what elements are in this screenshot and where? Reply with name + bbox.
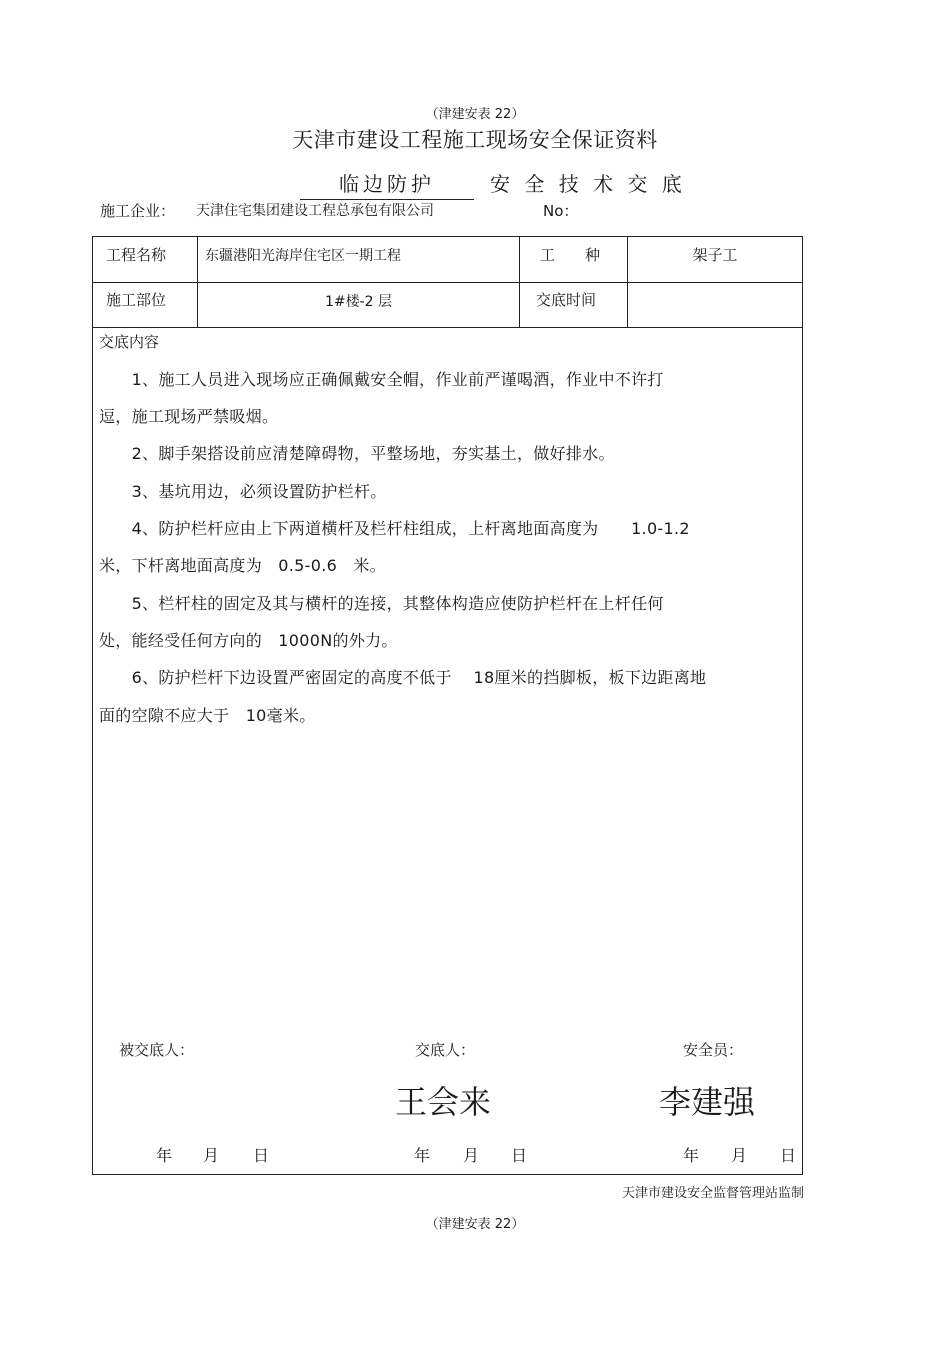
location-label: 施工部位 <box>106 291 167 309</box>
date-day: 日 <box>511 1146 528 1165</box>
content-line: 6、防护栏杆下边设置严密固定的高度不低于 18厘米的挡脚板，板下边距离地 <box>99 668 707 687</box>
date-month: 月 <box>203 1146 220 1165</box>
row-divider <box>93 327 802 328</box>
date-year: 年 <box>414 1146 431 1165</box>
column-divider <box>519 237 520 327</box>
document-title: 天津市建设工程施工现场安全保证资料 <box>292 128 658 152</box>
trade-value: 架子工 <box>692 246 738 264</box>
company-value: 天津住宅集团建设工程总承包有限公司 <box>196 203 434 219</box>
content-line: 处，能经受任何方向的 1000N的外力。 <box>99 631 398 650</box>
form-code: （津建安表 22） <box>425 107 525 122</box>
receiver-label: 被交底人： <box>119 1041 195 1059</box>
form-code-bottom: （津建安表 22） <box>425 1217 525 1232</box>
safety-officer-signature: 李建强 <box>659 1083 756 1121</box>
content-line: 2、脚手架搭设前应清楚障碍物，平整场地，夯实基土，做好排水。 <box>99 444 615 463</box>
project-name-value: 东疆港阳光海岸住宅区一期工程 <box>205 248 401 264</box>
row-divider <box>93 282 802 283</box>
time-label: 交底时间 <box>536 291 597 309</box>
date-month: 月 <box>731 1146 748 1165</box>
date-day: 日 <box>780 1146 797 1165</box>
date-day: 日 <box>253 1146 270 1165</box>
doc-type: 安 全 技 术 交 底 <box>490 172 686 196</box>
giver-signature: 王会来 <box>395 1083 492 1121</box>
content-line: 面的空隙不应大于 10毫米。 <box>99 706 316 725</box>
trade-label: 工 种 <box>540 246 601 264</box>
content-line: 5、栏杆柱的固定及其与横杆的连接，其整体构造应使防护栏杆在上杆任何 <box>99 594 664 613</box>
number-label: No： <box>543 202 579 220</box>
date-year: 年 <box>156 1146 173 1165</box>
project-name-label: 工程名称 <box>106 246 167 264</box>
content-line: 3、基坑用边，必须设置防护栏杆。 <box>99 482 387 501</box>
content-line: 逗，施工现场严禁吸烟。 <box>99 407 279 426</box>
safety-officer-label: 安全员： <box>683 1041 744 1059</box>
column-divider <box>197 237 198 327</box>
content-heading: 交底内容 <box>99 333 160 351</box>
topic-field: 临边防护 <box>300 168 474 200</box>
briefing-form <box>92 236 803 1175</box>
supervisor-note: 天津市建设安全监督管理站监制 <box>622 1186 805 1201</box>
date-month: 月 <box>463 1146 480 1165</box>
location-value: 1#楼-2 层 <box>324 294 393 310</box>
content-line: 米，下杆离地面高度为 0.5-0.6 米。 <box>99 556 386 575</box>
content-line: 4、防护栏杆应由上下两道横杆及栏杆柱组成，上杆离地面高度为 1.0-1.2 <box>99 519 690 538</box>
company-label: 施工企业： <box>100 202 176 220</box>
giver-label: 交底人： <box>415 1041 476 1059</box>
date-year: 年 <box>683 1146 700 1165</box>
content-line: 1、施工人员进入现场应正确佩戴安全帽，作业前严谨喝酒，作业中不许打 <box>99 370 664 389</box>
